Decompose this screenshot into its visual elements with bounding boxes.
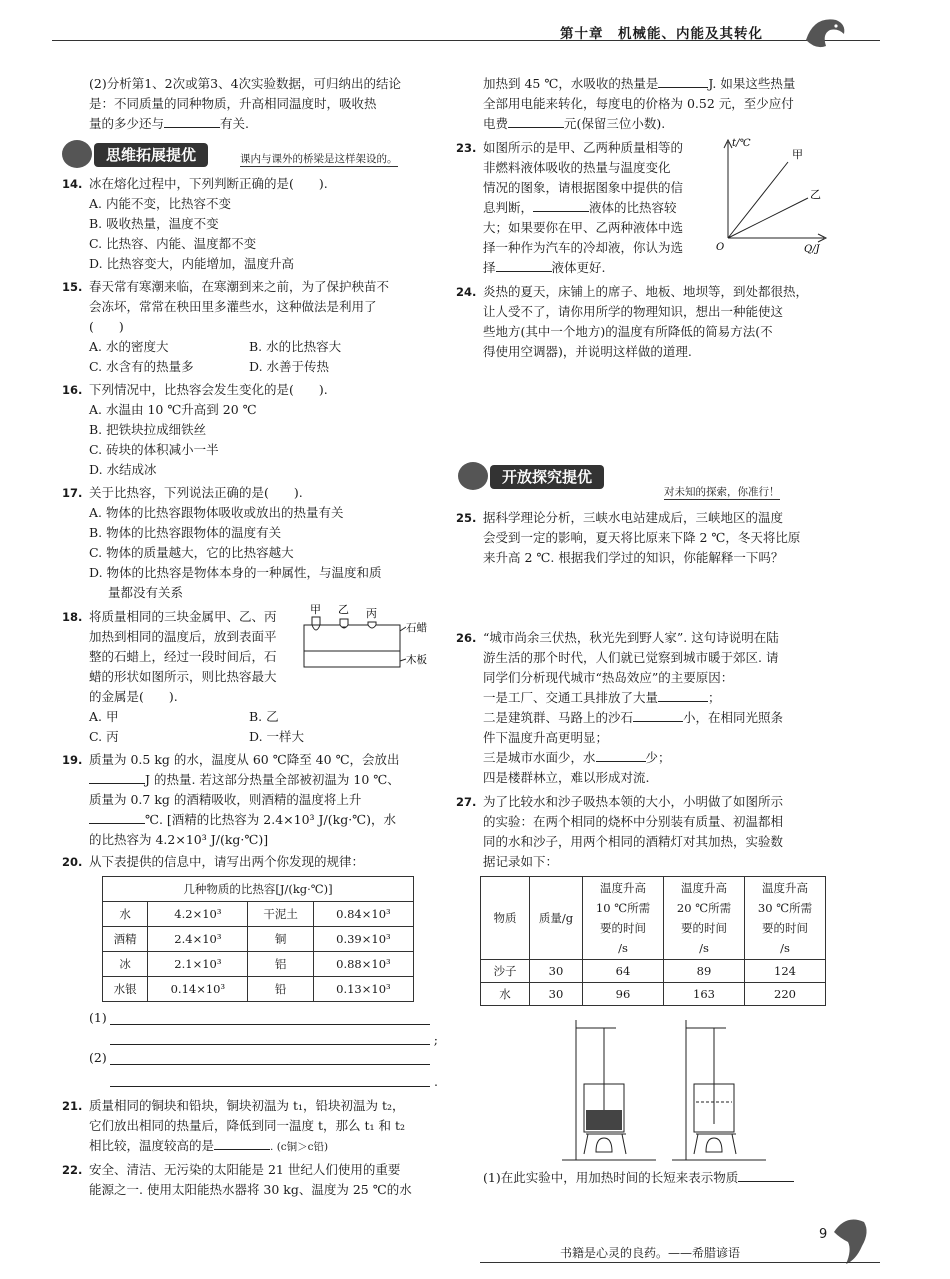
svg-text:O: O [716,242,725,253]
specific-heat-table: 几种物质的比热容[J/(kg·℃)] 水 4.2×10³ 干泥土 0.84×10³ 酒精 2.4×10³ 铜 0.39×10³ 冰 2.1×10³ 铝 0.88×10³ 水银 0.14×10³ 铅 0.13×10³ [102,876,414,1002]
dolphin-footer-icon [826,1212,872,1268]
q20: 20. 从下表提供的信息中，请写出两个你发现的规律： 几种物质的比热容[J/(kg·℃)] 水 4.2×10³ 干泥土 0.84×10³ 酒精 2.4×10³ 铜 0.39×10³ 冰 2.1×10³ 铝 0.88×10³ 水银 0.14×10³ 铅 0.13×10³ (1) ; (2) . [62,852,438,1092]
q14: 14. 冰在熔化过程中，下列判断正确的是( ). A. 内能不变，比热容不变 B. 吸收热量，温度不变 C. 比热容、内能、温度都不变 D. 比热容变大，内能增加，温度升高 [62,176,328,271]
svg-text:木板: 木板 [406,654,427,666]
banner-subtitle: 对未知的探索，你准行！ [664,486,780,498]
footer-rule [480,1262,880,1263]
q13-sub2-line3: 量的多少还与 有关. [89,116,249,131]
shell-icon [62,140,92,168]
q20-answer-1[interactable]: (1) ; [89,1010,438,1047]
svg-text:乙: 乙 [810,188,821,201]
q23: 23. 如图所示的是甲、乙两种质量相等的 非燃料液体吸收的热量与温度变化 情况的图象，请根据图象中提供的信 息判断， 液体的比热容较 大；如果要你在甲、乙两种液体中选 择一种作为汽车的冷却液，你认为选 择 液体更好. t/℃ 甲 乙 O Q/J [456,138,830,278]
banner-title: 思维拓展提优 [94,143,208,167]
right-questions [456,508,830,1188]
footer-quote: 书籍是心灵的良药。——希腊谚语 [560,1246,741,1260]
svg-text:甲: 甲 [310,603,321,616]
q13-sub2-line1: (2)分析第1、2次或第3、4次实验数据，可归纳出的结论 [89,76,402,91]
answer-blank[interactable] [633,721,683,722]
wax-figure [302,601,442,681]
dolphin-icon [800,10,850,58]
q22: 22. 安全、清洁、无污染的太阳能是 21 世纪人们使用的重要 能源之一. 使用太阳能热水器将 30 kg、温度为 25 ℃的水 [62,1162,412,1197]
q26: 26. “城市尚余三伏热，秋光先到野人家”. 这句诗说明在陆 游生活的那个时代，人们就已觉察到城市暖于郊区. 请 同学们分析现代城市“热岛效应”的主要原因： 一是工厂、交通工具排放了大量 ； 二是建筑群、马路上的沙石 小，在相同光照条 件下温度升高更明显； 三是城市水面少，水 少； 四是楼群林立，难以形成对流. [456,630,784,785]
banner-subtitle: 课内与课外的桥梁是这样架设的。 [240,153,398,165]
svg-text:t/℃: t/℃ [732,138,751,149]
banner-title: 开放探究提优 [490,465,604,489]
heating-data-table: 物质 质量/g 温度升高 10 ℃所需 要的时间 /s 温度升高 20 ℃所需 要的时间 /s 温度升高 30 ℃所需 要的时间 /s 沙子 30 64 89 124 水 30 96 163 220 [480,876,826,1006]
chapter-title: 第十章 机械能、内能及其转化 [560,26,763,42]
q15: 15. 春天常有寒潮来临，在寒潮到来之前，为了保护秧苗不 会冻坏，常常在秧田里多灌些水，这种做法是利用了 ( ) A. 水的密度大 B. 水的比热容大 C. 水含有的热量多 D. 水善于传热 [62,279,390,374]
answer-blank[interactable] [658,701,708,702]
svg-text:甲: 甲 [792,148,803,161]
svg-text:乙: 乙 [338,603,349,616]
svg-text:石蜡: 石蜡 [406,622,427,634]
heat-temperature-graph [712,134,832,254]
apparatus-figure [556,1014,806,1164]
q25: 25. 据科学理论分析，三峡水电站建成后，三峡地区的温度 会受到一定的影响，夏天将比原来下降 2 ℃，冬天将比原 来升高 2 ℃. 根据我们学过的知识，你能解释一下吗？ [456,510,801,565]
svg-text:丙: 丙 [366,607,377,620]
left-questions [62,174,438,1200]
q21: 21. 质量相同的铜块和铅块，铜块初温为 t₁，铅块初温为 t₂， 它们放出相同的热量后，降低到同一温度 t，那么 t₁ 和 t₂ 相比较，温度较高的是 . (c铜＞c铅) [62,1098,405,1153]
q27: 27. 为了比较水和沙子吸热本领的大小，小明做了如图所示 的实验：在两个相同的烧杯中分别装有质量、初温都相 同的水和沙子，用两个相同的酒精灯对其加热，实验数 据记录如下： 物质 质量/g 温度升高 10 ℃所需 要的时间 /s 温度升高 20 ℃所需 要的时间 /s 温度升高 30 ℃所需 要的时间 /s 沙子 30 64 89 124 水 30 96 163 220 (1)在此实验中，用加热时间的长短来表示物质 [456,792,830,1188]
q13-sub2-line2: 是：不同质量的同种物质，升高相同温度时，吸收热 [89,96,377,111]
q18: 18. 将质量相同的三块金属甲、乙、丙 加热到相同的温度后，放到表面平 整的石蜡上，经过一段时间后，石 蜡的形状如图所示，则比热容最大 的金属是( ). A. 甲 B. 乙 C. 丙 D. 一样大 甲 乙 丙 石蜡 木板 [62,607,438,747]
answer-blank[interactable] [214,1149,270,1150]
answer-blank[interactable] [533,211,589,212]
series-jia-line [728,162,788,238]
header-rule [52,40,880,41]
answer-blank[interactable] [738,1181,794,1182]
section-banner-thinking [58,140,438,170]
answer-blank[interactable] [164,127,220,128]
page-number: 9 [819,1227,828,1242]
svg-text:Q/J: Q/J [804,244,820,254]
section-banner-open [454,462,834,498]
answer-blank[interactable] [508,127,564,128]
right-column: 加热到 45 ℃，水吸收的热量是 J. 如果这些热量 全部用电能来转化，每度电的价格为 0.52 元，至少应付 电费 元(保留三位小数). 23. 如图所示的是甲、乙两种质量相等的 非燃料液体吸收的热量与温度变化 情况的图象，请根据图象中提供的信 息判断， 液体的比热容较 大；如果要你在甲、乙两种液体中选 择一种作为汽车的冷却液，你认为选 择 液体更好. t/℃ 甲 乙 O Q/J 24. 炎热的夏天，床铺上的席子、地板、地坝等，到处都很热， 让人受不了，请你用所学的物理知识，想出一种能使这 些地方(其中一个地方)的温度有所降低的简易方法(不 得使用空调器)，并说明这样做的道理. [456,74,830,362]
series-yi-line [728,198,808,238]
q20-answer-2[interactable]: (2) . [89,1050,438,1089]
q24: 24. 炎热的夏天，床铺上的席子、地板、地坝等，到处都很热， 让人受不了，请你用所学的物理知识，想出一种能使这 些地方(其中一个地方)的温度有所降低的简易方法(不 得使用空调器)，并说明这样做的道理. [456,284,809,359]
q17: 17. 关于比热容，下列说法正确的是( ). A. 物体的比热容跟物体吸收或放出的热量有关 B. 物体的比热容跟物体的温度有关 C. 物体的质量越大，它的比热容越大 D. 物体的比热容是物体本身的一种属性，与温度和质 量都没有关系 [62,485,382,600]
left-column [62,74,438,134]
answer-blank[interactable] [89,783,145,784]
answer-blank[interactable] [496,271,552,272]
q19: 19. 质量为 0.5 kg 的水，温度从 60 ℃降至 40 ℃，会放出 J 的热量. 若这部分热量全部被初温为 10 ℃、 质量为 0.7 kg 的酒精吸收，则酒精的温度将上升 ℃. [酒精的比热容为 2.4×10³ J/(kg·℃)，水 的比热容为 4.2×10³ J/(kg·℃)] [62,752,400,847]
answer-blank[interactable] [596,761,646,762]
answer-blank[interactable] [89,823,145,824]
bee-icon [458,462,488,490]
q16: 16. 下列情况中，比热容会发生变化的是( ). A. 水温由 10 ℃升高到 20 ℃ B. 把铁块拉成细铁丝 C. 砖块的体积减小一半 D. 水结成冰 [62,382,328,477]
answer-blank[interactable] [658,87,708,88]
